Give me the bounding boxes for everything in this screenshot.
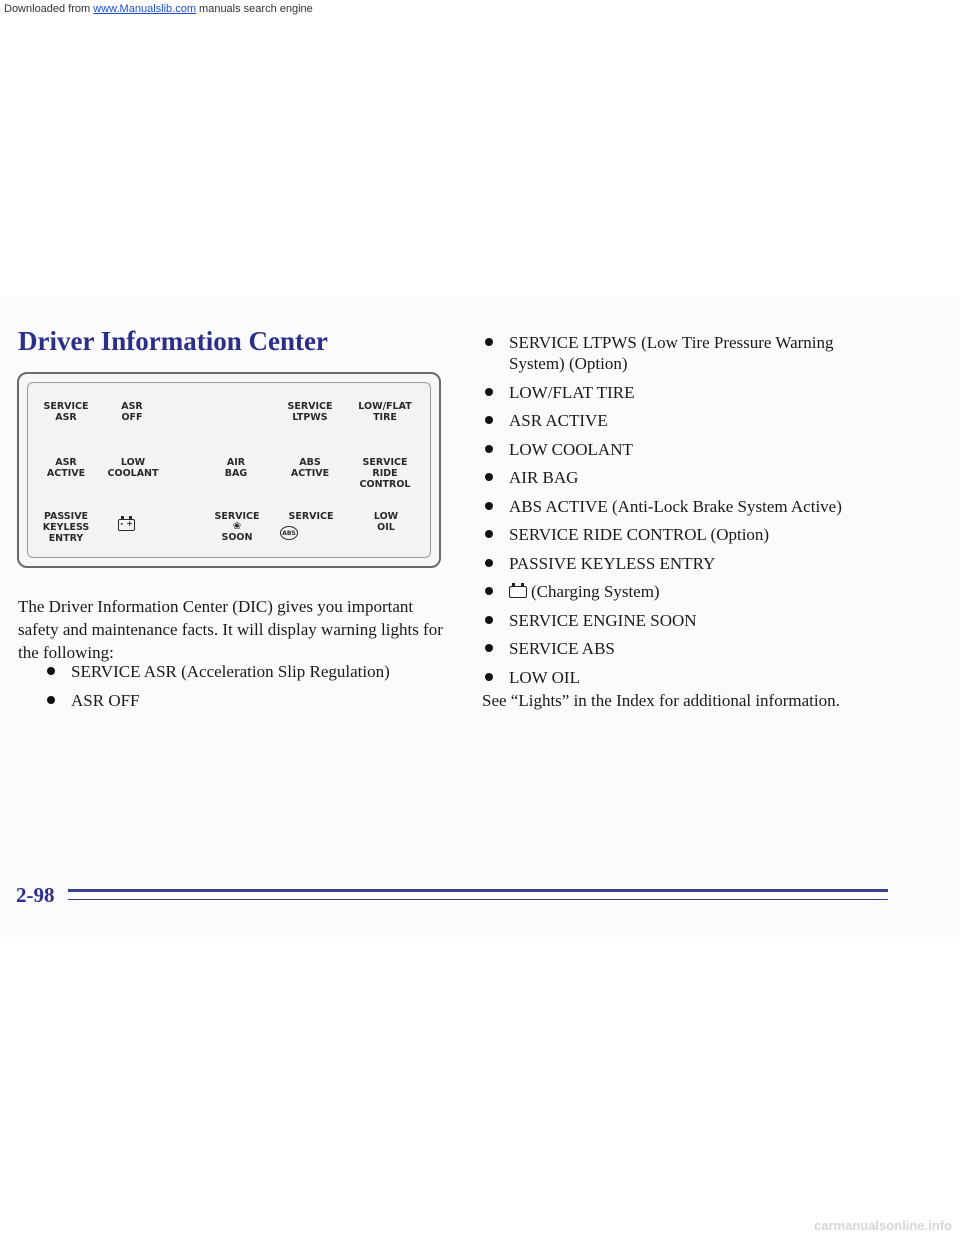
see-also-note: See “Lights” in the Index for additional information. — [482, 691, 840, 710]
list-item: LOW OIL — [484, 667, 864, 688]
banner-suffix: manuals search engine — [195, 3, 313, 15]
dic-low-flat-tire: LOW/FLAT TIRE — [358, 401, 412, 423]
list-item: LOW/FLAT TIRE — [484, 382, 864, 403]
list-item: LOW COOLANT — [484, 439, 864, 460]
engine-icon: ❀ — [232, 521, 242, 532]
page-number: 2-98 — [16, 883, 55, 907]
dic-service-asr: SERVICE ASR — [43, 401, 89, 423]
battery-icon: - + — [118, 519, 135, 531]
warning-list-right — [484, 332, 864, 695]
watermark: carmanualsonline.info — [814, 1218, 952, 1233]
charging-label: (Charging System) — [531, 582, 660, 601]
list-item: PASSIVE KEYLESS ENTRY — [484, 553, 864, 574]
download-banner — [0, 0, 960, 18]
abs-icon: ABS — [280, 526, 298, 540]
list-item: SERVICE ASR (Acceleration Slip Regulation) — [46, 661, 436, 682]
list-item: SERVICE ABS — [484, 638, 864, 659]
dic-charging-battery — [118, 519, 148, 531]
dic-low-coolant: LOW COOLANT — [107, 457, 159, 479]
battery-icon — [509, 586, 527, 598]
dic-asr-off: ASR OFF — [121, 401, 143, 423]
footer-rule-thick — [68, 889, 888, 892]
dic-passive-keyless-entry: PASSIVE KEYLESS ENTRY — [42, 511, 90, 544]
dic-service-ride-control: SERVICE RIDE CONTROL — [359, 457, 411, 490]
dic-service-abs: SERVICE ABS — [280, 511, 342, 540]
list-item-charging — [484, 581, 864, 602]
list-item: ASR ACTIVE — [484, 410, 864, 431]
footer-rule-thin — [68, 899, 888, 900]
dic-abs-active: ABS ACTIVE — [290, 457, 330, 479]
page-title: Driver Information Center — [18, 326, 328, 356]
warning-list-left — [46, 661, 436, 718]
dic-air-bag: AIR BAG — [224, 457, 248, 479]
list-item: SERVICE RIDE CONTROL (Option) — [484, 524, 864, 545]
dic-service-engine-soon: SERVICE ❀ SOON — [206, 511, 268, 543]
list-item: ABS ACTIVE (Anti-Lock Brake System Active) — [484, 496, 864, 517]
intro-paragraph: The Driver Information Center (DIC) gives you important safety and maintenance facts. It will display warning lights for the following: — [18, 597, 443, 662]
banner-prefix: Downloaded from — [4, 3, 94, 15]
list-item: SERVICE ENGINE SOON — [484, 610, 864, 631]
dic-panel-illustration — [17, 372, 441, 568]
dic-low-oil: LOW OIL — [373, 511, 399, 533]
dic-asr-active: ASR ACTIVE — [46, 457, 86, 479]
dic-service-ltpws: SERVICE LTPWS — [287, 401, 333, 423]
list-item: SERVICE LTPWS (Low Tire Pressure Warning System) (Option) — [484, 332, 864, 374]
manualslib-link[interactable]: www.Manualslib.com — [93, 3, 196, 15]
list-item: AIR BAG — [484, 467, 864, 488]
dic-panel-screen — [27, 382, 431, 558]
list-item: ASR OFF — [46, 690, 436, 711]
